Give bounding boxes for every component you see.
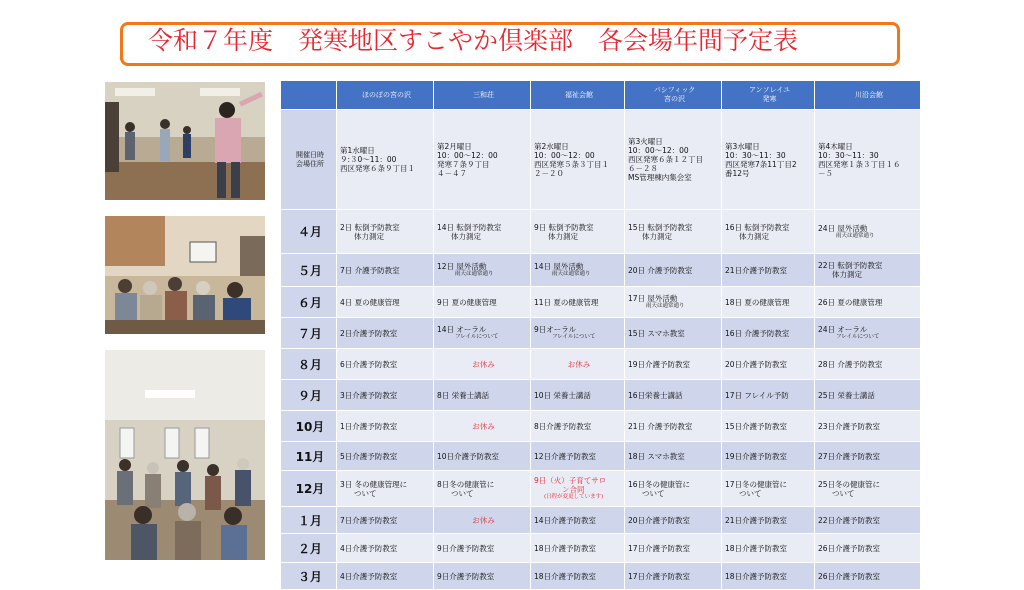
schedule-cell [815, 507, 921, 534]
event-subtext: ついて [451, 488, 474, 498]
schedule-cell [337, 349, 434, 380]
event-text: 1日介護予防教室 [340, 421, 398, 431]
event-text: 17日冬の健康管に [725, 479, 788, 489]
month-row [281, 210, 921, 254]
schedule-cell [722, 442, 815, 471]
schedule-cell [815, 287, 921, 318]
event-text: 4日 夏の健康管理 [340, 297, 400, 307]
schedule-cell [337, 254, 434, 287]
schedule-table [280, 80, 921, 590]
month-label: 11月 [281, 442, 337, 471]
schedule-cell [815, 563, 921, 590]
closed-label: お休み [472, 421, 495, 431]
corner-cell [281, 81, 337, 110]
event-note: 雨天は通常通り [646, 303, 685, 309]
event-text: 17日 屋外活動 [628, 294, 678, 303]
event-text: 14日 オーラル [437, 325, 487, 334]
schedule-cell [722, 563, 815, 590]
month-label: 10月 [281, 411, 337, 442]
schedule-cell [434, 442, 531, 471]
schedule-cell [531, 287, 625, 318]
schedule-cell [815, 210, 921, 254]
venue-info-cell: 第2水曜日 10：00～12：00 西区発寒５条３丁目１ ２－２０ [531, 110, 625, 210]
exercise-photo-2 [105, 216, 265, 334]
event-text: 16日栄養士講話 [628, 390, 683, 400]
schedule-cell [337, 563, 434, 590]
venue-header: ほのぼの宮の沢 [337, 81, 434, 110]
exercise-photo-1 [105, 82, 265, 200]
event-text: 12日介護予防教室 [534, 451, 597, 461]
venue-info-cell: 第3火曜日 10：00～12：00 西区発寒６条１２丁目 ６－２８ MS管理棟内集会室 [625, 110, 722, 210]
month-row [281, 507, 921, 534]
event-text: 16日冬の健康管に [628, 479, 691, 489]
schedule-cell [434, 563, 531, 590]
event-text: 22日介護予防教室 [818, 515, 881, 525]
venue-header: 川沿会館 [815, 81, 921, 110]
month-row [281, 349, 921, 380]
event-text: 17日介護予防教室 [628, 543, 691, 553]
schedule-cell [337, 507, 434, 534]
schedule-cell [531, 254, 625, 287]
event-text: 19日介護予防教室 [628, 359, 691, 369]
event-text: 9日オーラル [534, 325, 577, 334]
schedule-cell [531, 534, 625, 563]
venue-info-cell: 第2月曜日 10：00～12：00 発寒７条９丁目 ４－４７ [434, 110, 531, 210]
event-subtext: 体力測定 [739, 231, 769, 241]
schedule-cell [434, 318, 531, 349]
schedule-cell [531, 563, 625, 590]
schedule-cell [722, 534, 815, 563]
month-label: ７月 [281, 318, 337, 349]
event-text: 19日介護予防教室 [725, 451, 788, 461]
special-event-text: ン合同 [562, 485, 585, 494]
month-row [281, 254, 921, 287]
schedule-cell [815, 471, 921, 507]
schedule-cell [434, 254, 531, 287]
month-row [281, 411, 921, 442]
event-text: 21日 介護予防教室 [628, 421, 693, 431]
event-text: 17日介護予防教室 [628, 571, 691, 581]
schedule-cell [722, 411, 815, 442]
event-text: 18日 夏の健康管理 [725, 297, 790, 307]
month-row [281, 442, 921, 471]
schedule-cell [434, 471, 531, 507]
schedule-cell [337, 411, 434, 442]
closed-label: お休み [567, 359, 591, 369]
event-text: 21日介護予防教室 [725, 515, 788, 525]
venue-header: パシフィック 宮の沢 [625, 81, 722, 110]
schedule-cell [815, 349, 921, 380]
event-note: 雨天は通常通り [836, 232, 875, 239]
schedule-cell [531, 471, 625, 507]
event-text: 16日 転倒予防教室 [725, 222, 790, 232]
month-label: ５月 [281, 254, 337, 287]
month-label: ３月 [281, 563, 337, 590]
month-label: ８月 [281, 349, 337, 380]
schedule-cell [625, 471, 722, 507]
special-event-text: (日程が変更しています) [544, 494, 604, 500]
event-note: 雨天は通常通り [552, 271, 591, 277]
month-row [281, 563, 921, 590]
event-text: 6日介護予防教室 [340, 359, 398, 369]
venue-header-row [281, 81, 921, 110]
event-text: 12日 屋外活動 [437, 262, 487, 271]
event-text: 26日介護予防教室 [818, 543, 881, 553]
schedule-cell [625, 507, 722, 534]
info-row [281, 110, 921, 210]
schedule-cell [337, 318, 434, 349]
event-text: 8日冬の健康管に [437, 479, 495, 489]
schedule-cell [434, 287, 531, 318]
special-event-text: 9日（火）子育てサロ [534, 476, 607, 485]
schedule-cell [337, 287, 434, 318]
event-text: 24日 屋外活動 [818, 223, 868, 233]
event-text: 5日介護予防教室 [340, 451, 398, 461]
event-subtext: 体力測定 [354, 231, 384, 241]
schedule-cell [337, 471, 434, 507]
schedule-cell [337, 380, 434, 411]
schedule-cell [434, 507, 531, 534]
event-text: 28日 介護予防教室 [818, 359, 883, 369]
event-text: 14日 転倒予防教室 [437, 222, 502, 232]
month-label: 12月 [281, 471, 337, 507]
schedule-cell [722, 287, 815, 318]
month-label: ４月 [281, 210, 337, 254]
event-text: 18日介護予防教室 [534, 571, 597, 581]
schedule-cell [815, 254, 921, 287]
schedule-cell [337, 210, 434, 254]
schedule-cell [722, 210, 815, 254]
event-text: 2日 転倒予防教室 [340, 222, 400, 232]
schedule-cell [722, 507, 815, 534]
event-subtext: ついて [642, 488, 665, 498]
event-text: 17日 フレイル予防 [725, 390, 789, 400]
event-text: 14日介護予防教室 [534, 515, 597, 525]
schedule-cell [625, 411, 722, 442]
event-text: 25日 栄養士講話 [818, 390, 875, 400]
schedule-cell [337, 442, 434, 471]
schedule-cell [531, 442, 625, 471]
event-text: 21日介護予防教室 [725, 265, 788, 275]
schedule-cell [434, 380, 531, 411]
info-label: 開催日時 会場住所 [281, 110, 337, 210]
event-text: 14日 屋外活動 [534, 262, 584, 271]
month-label: １月 [281, 507, 337, 534]
event-text: 10日 栄養士講話 [534, 390, 591, 400]
event-text: 9日介護予防教室 [437, 571, 495, 581]
schedule-cell [815, 534, 921, 563]
schedule-cell [434, 349, 531, 380]
schedule-cell [625, 534, 722, 563]
event-text: 4日介護予防教室 [340, 543, 398, 553]
page-title: 令和７年度 発寒地区すこやか倶楽部 各会場年間予定表 [148, 26, 799, 55]
event-text: 15日 転倒予防教室 [628, 222, 693, 232]
schedule-cell [625, 210, 722, 254]
schedule-cell [722, 254, 815, 287]
schedule-cell [531, 210, 625, 254]
schedule-cell [434, 210, 531, 254]
closed-label: お休み [472, 515, 495, 525]
month-row [281, 380, 921, 411]
event-note: 雨天は通常通り [455, 271, 494, 277]
event-text: 24日 オーラル [818, 325, 868, 334]
month-row [281, 318, 921, 349]
event-text: 11日 夏の健康管理 [534, 297, 599, 307]
schedule-cell [337, 534, 434, 563]
event-text: 20日 介護予防教室 [628, 265, 693, 275]
month-row [281, 471, 921, 507]
event-text: 15日介護予防教室 [725, 421, 788, 431]
event-subtext: ついて [832, 488, 855, 498]
event-note: フレイルについて [455, 334, 499, 340]
event-text: 8日 栄養士講話 [437, 390, 490, 400]
event-text: 15日 スマホ教室 [628, 328, 685, 338]
event-text: 20日介護予防教室 [628, 515, 691, 525]
schedule-cell [815, 442, 921, 471]
schedule-cell [625, 442, 722, 471]
venue-info-cell: 第3水曜日 10：30～11：30 西区発寒7条11丁目2 番12号 [722, 110, 815, 210]
event-text: 18日介護予防教室 [725, 543, 788, 553]
event-text: 20日介護予防教室 [725, 359, 788, 369]
event-text: 2日介護予防教室 [340, 328, 398, 338]
event-text: 16日 介護予防教室 [725, 328, 790, 338]
event-subtext: 体力測定 [548, 231, 578, 241]
event-text: 4日介護予防教室 [340, 571, 398, 581]
event-text: 22日 転倒予防教室 [818, 261, 883, 270]
event-text: 18日介護予防教室 [534, 543, 597, 553]
event-text: 9日 夏の健康管理 [437, 297, 497, 307]
schedule-cell [815, 380, 921, 411]
event-text: 18日介護予防教室 [725, 571, 788, 581]
schedule-cell [625, 349, 722, 380]
schedule-cell [434, 411, 531, 442]
schedule-cell [531, 318, 625, 349]
month-row [281, 287, 921, 318]
venue-header: 三和荘 [434, 81, 531, 110]
schedule-cell [722, 380, 815, 411]
event-text: 3日 冬の健康管理に [340, 479, 408, 489]
schedule-cell [531, 349, 625, 380]
event-text: 7日 介護予防教室 [340, 265, 400, 275]
event-text: 8日介護予防教室 [534, 421, 592, 431]
event-note: フレイルについて [552, 334, 596, 340]
event-text: 18日 スマホ教室 [628, 451, 685, 461]
event-text: 27日介護予防教室 [818, 451, 881, 461]
schedule-cell [531, 411, 625, 442]
event-text: 9日 転倒予防教室 [534, 222, 594, 232]
schedule-cell [722, 318, 815, 349]
event-subtext: 体力測定 [642, 231, 672, 241]
event-note: フレイルについて [836, 334, 880, 340]
schedule-cell [625, 254, 722, 287]
schedule-cell [722, 349, 815, 380]
event-text: 3日介護予防教室 [340, 390, 398, 400]
event-text: 26日介護予防教室 [818, 571, 881, 581]
schedule-cell [434, 534, 531, 563]
month-label: ６月 [281, 287, 337, 318]
event-subtext: ついて [354, 488, 377, 498]
schedule-cell [815, 411, 921, 442]
event-text: 25日冬の健康管に [818, 479, 881, 489]
schedule-cell [625, 563, 722, 590]
venue-info-cell: 第1水曜日 ９:３0～11：00 西区発寒６条９丁目１ [337, 110, 434, 210]
venue-info-cell: 第4木曜日 10：30～11：30 西区発寒１条３丁目１６ －５ [815, 110, 921, 210]
month-label: ２月 [281, 534, 337, 563]
venue-header: アンソレイユ 発寒 [722, 81, 815, 110]
event-text: 26日 夏の健康管理 [818, 297, 883, 307]
exercise-photo-3 [105, 350, 265, 560]
event-subtext: 体力測定 [832, 270, 862, 279]
month-label: ９月 [281, 380, 337, 411]
closed-label: お休み [472, 359, 495, 369]
month-row [281, 534, 921, 563]
event-subtext: 体力測定 [451, 231, 481, 241]
schedule-cell [625, 287, 722, 318]
venue-header: 福祉会館 [531, 81, 625, 110]
schedule-cell [531, 380, 625, 411]
event-text: 23日介護予防教室 [818, 421, 881, 431]
event-text: 7日介護予防教室 [340, 515, 398, 525]
schedule-cell [625, 318, 722, 349]
schedule-cell [722, 471, 815, 507]
event-text: 10日介護予防教室 [437, 451, 500, 461]
schedule-cell [625, 380, 722, 411]
event-text: 9日介護予防教室 [437, 543, 495, 553]
event-subtext: ついて [739, 488, 762, 498]
schedule-cell [531, 507, 625, 534]
schedule-cell [815, 318, 921, 349]
